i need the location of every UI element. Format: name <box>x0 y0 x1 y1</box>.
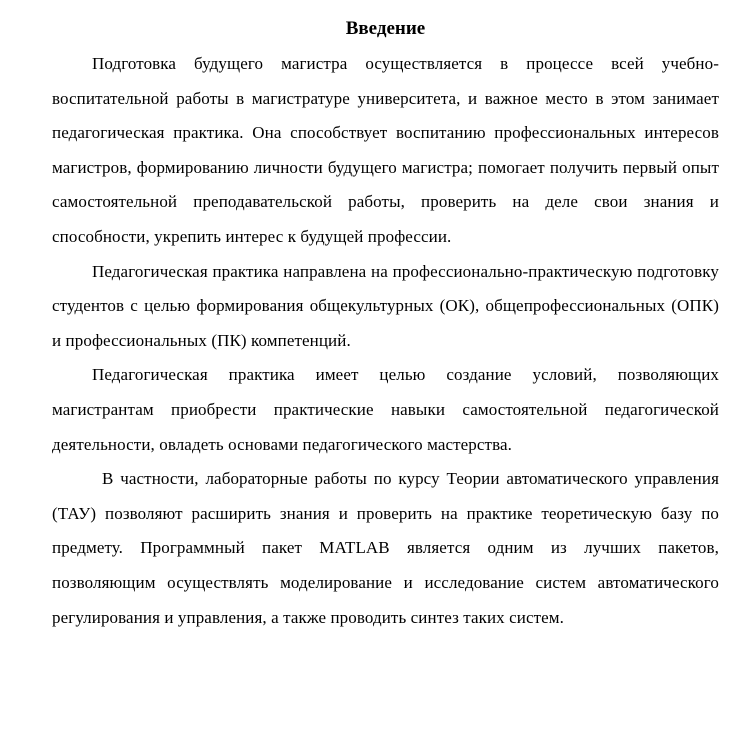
section-title: Введение <box>345 18 426 39</box>
document-page <box>52 0 719 635</box>
paragraph-1: Подготовка будущего магистра осуществляется в процессе всей учебно-воспитательной работы в магистратуре университета, и важное место в этом занимает педагогическая практика. Она способствует воспитанию профессиональных интересов магистров, формированию личности будущего магистра; помогает получить первый опыт самостоятельной преподавательской работы, проверить на деле свои знания и способности, укрепить интерес к будущей профессии. <box>52 54 719 246</box>
paragraph-4: В частности, лабораторные работы по курсу Теории автоматического управления (ТАУ) позволяют расширить знания и проверить на практике теоретическую базу по предмету. Программный пакет MATLAB является одним из лучших пакетов, позволяющим осуществлять моделирование и исследование систем автоматического регулирования и управления, а также проводить синтез таких систем. <box>52 469 719 627</box>
paragraph-3: Педагогическая практика имеет целью создание условий, позволяющих магистрантам приобрести практические навыки самостоятельной педагогической деятельности, овладеть основами педагогического мастерства. <box>52 365 719 454</box>
paragraph-2: Педагогическая практика направлена на профессионально-практическую подготовку студентов с целью формирования общекультурных (ОК), общепрофессиональных (ОПК) и профессиональных (ПК) компетенций. <box>52 261 719 350</box>
